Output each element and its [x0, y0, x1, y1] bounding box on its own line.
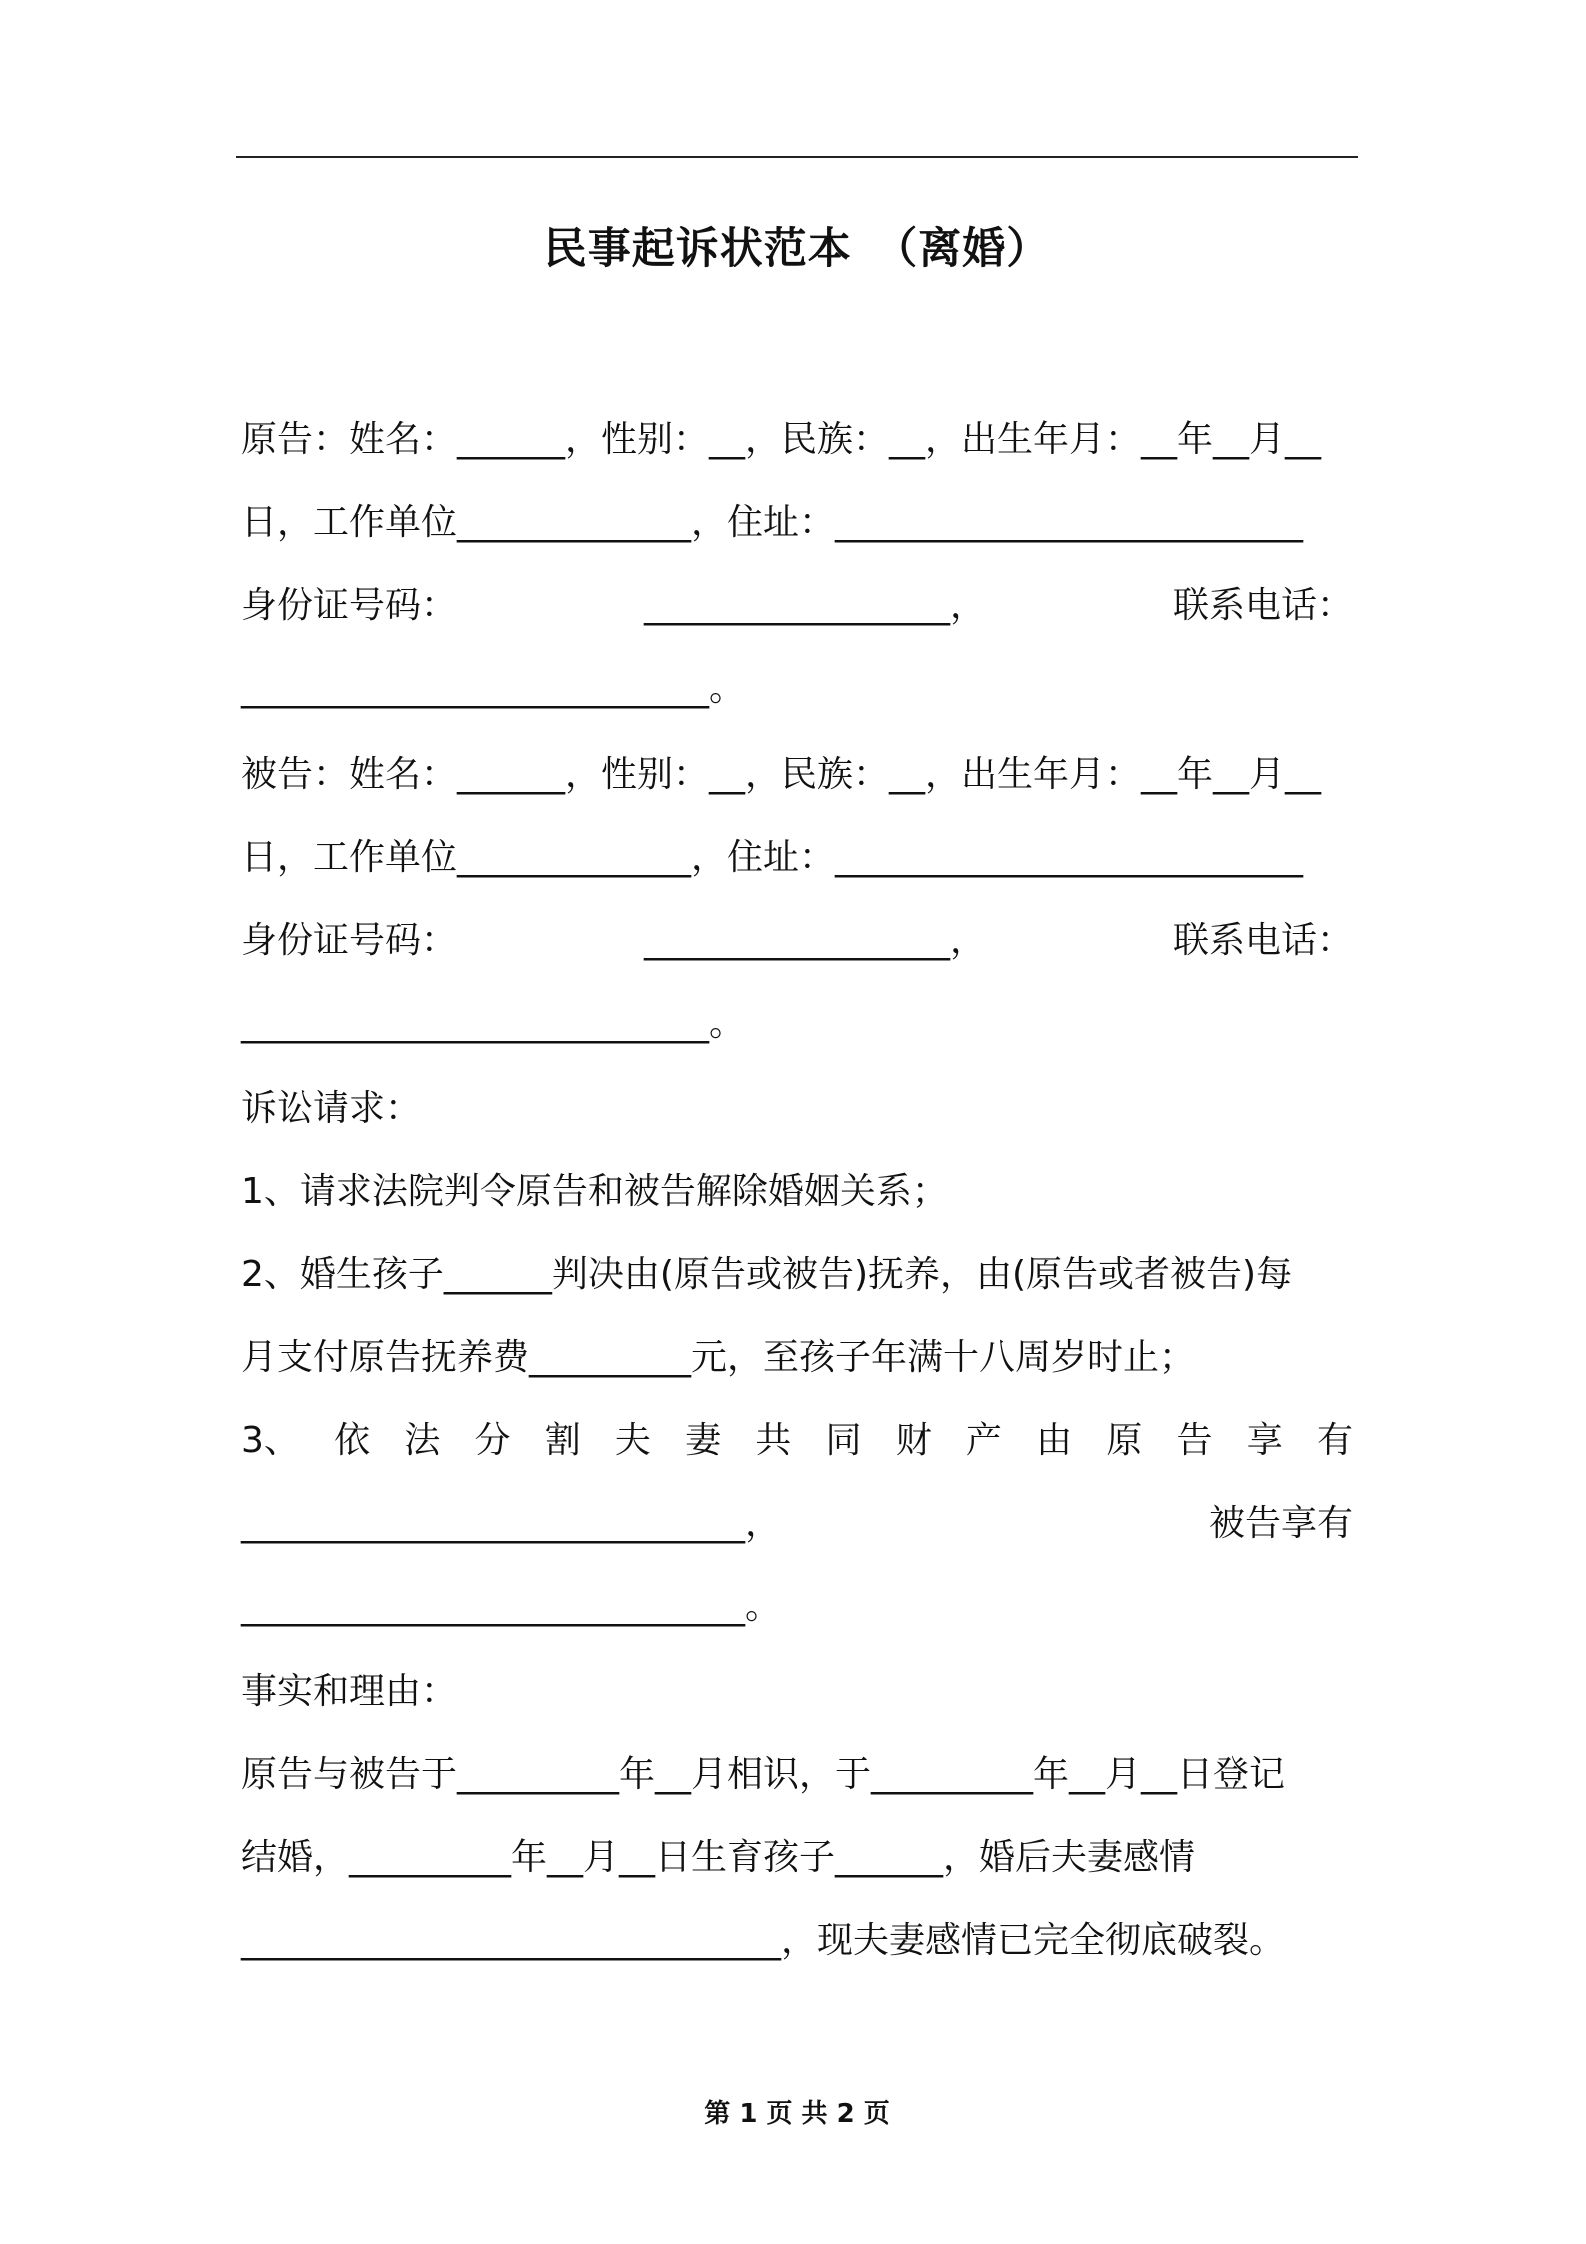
claim-item-1: 1、请求法院判令原告和被告解除婚姻关系； [241, 1171, 948, 1212]
plaintiff-id-blank: _________________， [644, 585, 986, 626]
defendant-id-line [241, 915, 1353, 967]
page-number: 第 1 页 共 2 页 [704, 2099, 890, 2129]
header-rule [236, 156, 1358, 158]
claim-item-3-char: 割 [544, 1420, 581, 1461]
facts-line-3: ______________________________，现夫妻感情已完全彻底破裂。 [241, 1920, 1286, 1961]
claim-item-3-char: 由 [1036, 1420, 1073, 1461]
claim-item-3-char: 3、 [241, 1420, 300, 1461]
claim-item-3-line-1 [241, 1415, 1353, 1467]
defendant-phone-label: 联系电话： [1172, 920, 1353, 961]
facts-heading: 事实和理由： [241, 1671, 458, 1712]
claim-item-3-char: 依 [334, 1420, 371, 1461]
claim-item-3-char: 有 [1316, 1420, 1353, 1461]
plaintiff-phone-label: 联系电话： [1172, 585, 1353, 626]
claim-item-3-char: 法 [404, 1420, 441, 1461]
claim-item-3-defendant-share: 被告享有 [1208, 1503, 1353, 1544]
claim-item-3-char: 分 [474, 1420, 511, 1461]
defendant-line-2: 日，工作单位_____________，住址：__________________________ [241, 837, 1304, 878]
plaintiff-line-1: 原告：姓名：______，性别：__，民族：__，出生年月：__年__月__ [241, 419, 1322, 460]
facts-line-2: 结婚，_________年__月__日生育孩子______，婚后夫妻感情 [241, 1837, 1196, 1878]
claim-item-3-blank: ____________________________， [241, 1503, 781, 1544]
facts-line-1: 原告与被告于_________年__月相识，于_________年__月__日登记 [241, 1754, 1286, 1795]
document-title: 民事起诉状范本 （离婚） [543, 224, 1051, 274]
defendant-phone-line: __________________________。 [241, 1003, 745, 1044]
plaintiff-id-label: 身份证号码： [241, 585, 458, 626]
claims-heading: 诉讼请求： [241, 1088, 422, 1129]
defendant-line-1: 被告：姓名：______，性别：__，民族：__，出生年月：__年__月__ [241, 754, 1322, 795]
plaintiff-phone-line: __________________________。 [241, 668, 745, 709]
claim-item-3-char: 妻 [685, 1420, 722, 1461]
claim-item-3-char: 产 [965, 1420, 1002, 1461]
claim-item-3-line-2 [241, 1498, 1353, 1550]
plaintiff-line-2: 日，工作单位_____________，住址：__________________________ [241, 502, 1304, 543]
claim-item-3-char: 原 [1106, 1420, 1143, 1461]
claim-item-3-char: 享 [1246, 1420, 1283, 1461]
claim-item-3-char: 财 [895, 1420, 932, 1461]
claim-item-3-char: 告 [1176, 1420, 1213, 1461]
defendant-id-label: 身份证号码： [241, 920, 458, 961]
claim-item-2-line-2: 月支付原告抚养费_________元，至孩子年满十八周岁时止； [241, 1337, 1196, 1378]
claim-item-2-line-1: 2、婚生孩子______判决由(原告或被告)抚养，由(原告或者被告)每 [241, 1254, 1293, 1295]
claim-item-3-line-3: ____________________________。 [241, 1586, 781, 1627]
defendant-id-blank: _________________， [644, 920, 986, 961]
claim-item-3-char: 同 [825, 1420, 862, 1461]
plaintiff-id-line [241, 580, 1353, 632]
claim-item-3-char: 共 [755, 1420, 792, 1461]
claim-item-3-char: 夫 [614, 1420, 651, 1461]
